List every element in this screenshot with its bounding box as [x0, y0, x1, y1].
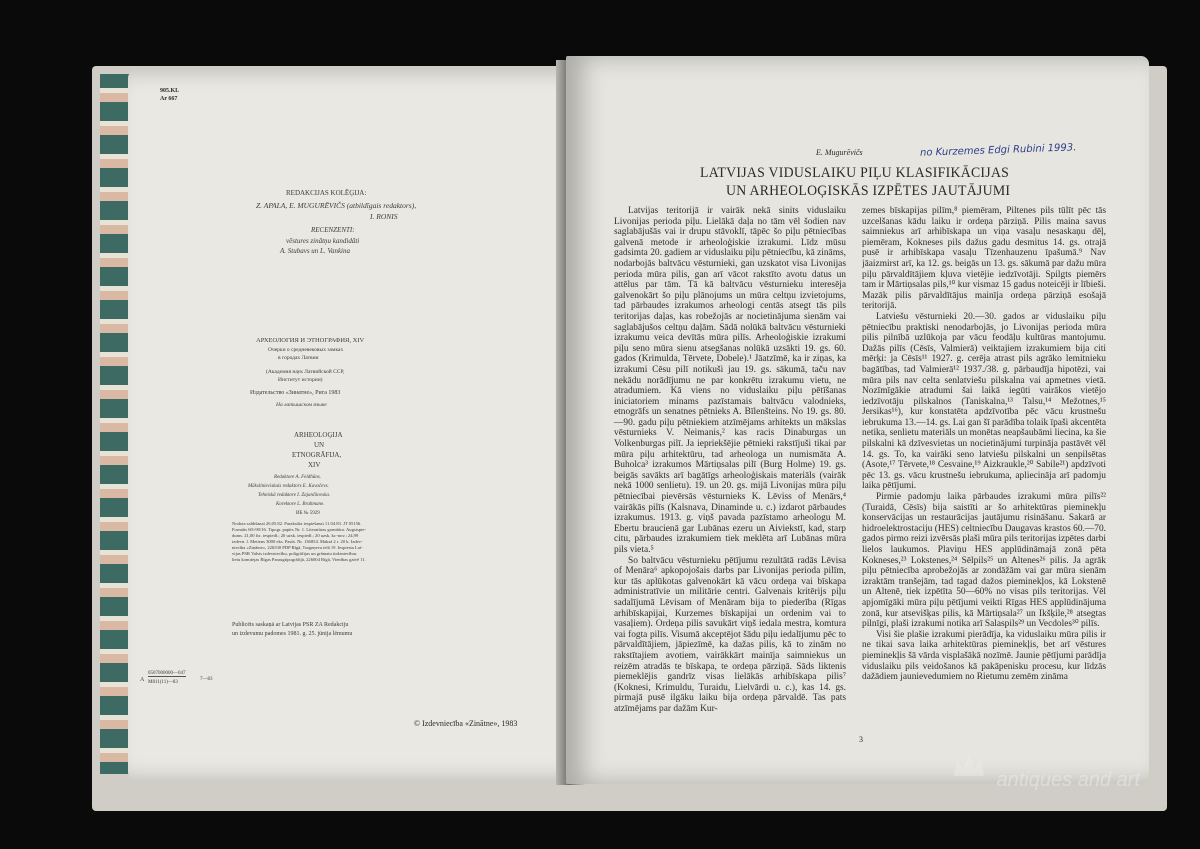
credits-proofreader: Korektore L. Brahmane.: [276, 502, 325, 507]
imprint-line: vijas PSR Valsts izdevniecību, poligrāfijas un grāmatu tirdzniecības: [232, 551, 357, 556]
article-title-line-1: LATVIJAS VIDUSLAIKU PIĻU KLASIFIKĀCIJAS: [700, 165, 1010, 181]
article-title-line-2: UN ARHEOLOĢISKĀS IZPĒTES JAUTĀJUMI: [726, 183, 1011, 199]
russian-line-2: Очерки о средневековых замках: [268, 347, 344, 353]
editorial-names-2: I. RONIS: [370, 212, 398, 221]
library-stamp-number: Ar 667: [160, 96, 178, 102]
handwritten-dedication: no Kurzemes Edgi Rubini 1993.: [919, 142, 1077, 159]
credits-ib-number: ИБ № 5929: [296, 511, 320, 516]
approval-line-2: un izdevumu padomes 1981. g. 25. jūnija lēmumu: [232, 631, 353, 637]
book-title-line-2: UN: [314, 441, 325, 449]
russian-publisher: Издательство «Зинатне», Рига 1983: [250, 390, 341, 396]
imprint-line: niecība «Zinātne», 226530 PDP Rīgā, Turgeņeva ielā 19. Iespiesta Lat-: [232, 545, 363, 550]
article-column-left: [614, 206, 846, 726]
imprint-line: Formāts 60×90/16. Tipogr. papīrs Nr. 1. Literatūras garnitūra. Augstspie-: [232, 527, 366, 532]
paragraph: Latviešu vēsturnieki 20.—30. gados ar viduslaiku piļu pētniecību praktiski nenodarbojās, jo Livonijas perioda mūra pilis pilnībā uzlūkoja par vācu feodāļu kultūras mantojumu. Dažās pilīs (Cēsīs, Valmierā) veiktajiem izrakumiem bija citi mērķi: ja Cēsīs¹¹ 1927. g. cerēja atrast pils agrāko lemitnieku bagātības, tad Valmierā¹² 1937./38. g. pārbaudīja hipotēzi, vai mūra pils nav celta senlatviešu pilskalna vai apmetnes vietā. Nozīmīgākie atradumi šai laikā iegūti vairākos vietējo iedzīvotāju pilskalnos (Taniskalna,¹³ Talsu,¹⁴ Mežotnes,¹⁵ Jersikas¹⁶), kur konstatēta apdzīvotība pēc vācu krustnešu iebrukuma 13.—14. gs. Lai gan šī parādība tolaik īpaši akcentēta netika, senlietu materiāls un monētas neapšaubāmi liecina, ka šie pilskalni kā dzīvesvietas un nocietinājumi turpināja pastāvēt vēl 14. gs. To, ka vairāki seno latviešu pilskalni un senpilsētas (Asote,¹⁷ Tērvete,¹⁸ Cesvaine,¹⁹ Aizkraukle,²⁰ Sabile²¹) apdzīvoti pēc 13. gs. vācu krustnešu iebrukuma, apliecināja arī padomju laika pētījumi.: [862, 311, 1106, 492]
code-suffix: 7—83: [200, 677, 213, 682]
author-name: E. Mugurēvičs: [816, 148, 863, 157]
right-page: [566, 56, 1149, 784]
russian-line-5: Институт истории): [278, 377, 323, 383]
code-line-2: M811(11)—83: [148, 680, 178, 685]
copyright-line: © Izdevniecība «Zinātne», 1983: [414, 719, 518, 728]
watermark-text: antiques and art: [996, 769, 1140, 791]
russian-title: АРХЕОЛОГИЯ И ЭТНОГРАФИЯ, XIV: [256, 337, 365, 344]
reviewers-line-2: A. Stubavs un L. Vankina: [280, 247, 350, 255]
page-number: 3: [859, 735, 863, 744]
russian-line-3: в городах Латвии: [278, 355, 319, 361]
imprint-line: lietu komitejas Rīgas Paraugtipogrāfijā, 226004 Rīgā, Vienības gatvē 11.: [232, 557, 366, 562]
paragraph: Pirmie padomju laika pārbaudes izrakumi mūra pilīs²² (Turaidā, Cēsīs) bija saistīti ar šo arhitektūras pieminekļu konservācijas un restaurācijas jautājumu risināšanu. Sakarā ar hidroelektrostaciju (HES) celtniecību Daugavas krastos 60.—70. gados pirmo reizi izvērsās plaši mūra pils teritorijas izpētes darbi lielos laukumos. Plaviņu HES applūdināmajā zonā pēta Kokneses,²³ Lokstenes,²⁴ Sēlpils²⁵ un Altenes²⁶ pilis. Ja agrāk piļu pētniecība aprobežojās ar zondāžām vai gar mūra sienām izraktām tranšejām, tad tagad dažos pieminekļos, kā Lokstenē un Altenē, tiek izpētīta 50—60% no visas pils teritorijas. Vēl apjomīgāki mūra piļu pētījumi veikti Rīgas HES applūdinājuma zonā, kur atsevišķas pilis, kā Mārtiņsala²⁷ un Ikšķile,²⁸ atsegtas pilnīgi, plaši izrakumi notika arī Salaspils²⁹ un Vecdoles³⁰ pilīs.: [862, 492, 1106, 630]
article-column-right: [862, 206, 1106, 730]
code-line-1: 0507000000—047: [148, 671, 186, 676]
crown-logo-icon: [952, 752, 986, 780]
paragraph: Latvijas teritorijā ir vairāk nekā sinits viduslaiku Livonijas perioda piļu. Lielākā daļa no tām vēl šodien nav saglabājušās vai ir drupu stāvoklī, tāpēc šo piļu pētniecības galvenā metode ir arheoloģiskie izrakumi. Līdz mūsu gadsimta 20. gadiem ar viduslaiku piļu pētniecību, kā zināms, nodarbojās baltvācu vēsturnieki, gan uzskatot visa Livonijas perioda mūra pilis, gan arī vācot rakstīto avotu datus un attēlus par tām. Tā kā baltvācu vēsturnieku interesēja galvenokārt šo piļu plānojums un mūra celtņu izvietojums, tad pārbaudes izrakumos arheologi centās atsegt tās pils teritorijas daļas, kas robežojās ar nocietinājuma sienām vai saglabājušos celtņu daļām. Sādā nolūkā baltvācu vēsturnieki izrakumu veica devītās mūra pilīs. Arheoloģiskie izrakumi piļu seno mūra sienu atsegšanas nolūkā uzsākti 19. gs. 60. gados (Krimulda, Tērvete, Dobele).¹ Jāatzīmē, ka ir ziņas, ka izrakumi Cēsu pilī notikuši jau 19. gs. sākumā, taču nav nekādu norādījumu ne par konkrētu izrakumu vietu, ne atradumiem. Kā viens no viduslaiku piļu pētīšanas iniciatoriem minams pazīstamais baltvācu valodnieks, etnogrāfs un senatnes pētnieks A. Bīlenšteins. No 19. gs. 80.—90. gadu piļu pētniekiem atzīmējams arhitekts un mākslas vēsturnieks V. Neimanis,² kas racis Dinaburgas un Volkenburgas pilī. Ja iepriekšējie pētnieki rakstījuši tikai par mūra piļu arhitektūru, tad arheologa un numismāta A. Buholca³ izrakumos Mārtiņsalas pilī (Burg Holme) 19. gs. beigās savākts arī bagātīgs arheoloģiskais materiāls (vairāk nekā 1000 senlietu). 19. un 20. gs. mijā Livonijas mūra piļu pētniecībai pievērsās vēsturnieks K. Lēviss of Menārs,⁴ vairākās pilīs (Kalsnava, Dinaminde u. c.) izdarot pārbaudes izrakumus. 1913. g. viņš pavada pazīstamo arheologu M. Ebertu braucienā gar Lubānas ezeru un Aiviekstī, kad, starp citu, pārbaudes izrakumiem tiek meklēta arī Lubānas mūra pils vieta.⁵: [614, 206, 846, 555]
book-title-line-4: XIV: [308, 461, 321, 469]
reviewers-heading: RECENZENTI:: [311, 226, 355, 234]
code-letter: A: [140, 677, 145, 683]
paragraph: So baltvācu vēsturnieku pētījumu rezultātā radās Lēvisa of Menāra⁶ apkopojošais darbs par Livonijas perioda pilīm, kur tās aplūkotas galvenokārt kā vācu ordeņa vai bīskapa administratīvie un militārie centri. Galvenais kritērijs piļu sadalījumā Lēvisam of Menāram bija to piederība (Rīgas arhibīskapijai, Kurzemes bīskapijai un ordenim vai to vasaļiem). Ordeņa pilis savukārt viņš iedala mestra, komtura vai fogta pilīs. Visumā akceptējot šādu piļu iedalījumu pēc to pārvaldītājiem, jāpiezīmē, ka dažas pilis, kā to zinām no rakstītajiem avotiem, vairākkārt mainīja saimniekus un reizēm atradās te bīskapa, te ordeņa pārziņā. Sāds liktenis piemeklējis gandrīz visas lielākās arhibīskapa pilis⁷ (Koknesi, Krimuldu, Turaidu, Lielvārdi u. c.), kas 14. gs. pirmajā pusē ilgāku laiku bija ordeņa pārvaldē. Tas pats atzīmējams par dažām Kur-: [614, 555, 846, 714]
russian-language-note: На латышском языке: [276, 402, 327, 408]
credits-tech-editor: Tehniskā redaktore I. Zajančkovska.: [258, 493, 331, 498]
credits-art-editor: Mākslinieciskais redaktors E. Kavačevs.: [248, 484, 329, 489]
imprint-line: dums. 21,00 fiz. iespiedl.; 20 uzsk. iespiedl.; 20 uzsk. kr.-nov.; 24,99: [232, 533, 359, 538]
left-page: [128, 70, 596, 780]
imprint-block: [232, 522, 522, 564]
editorial-heading: REDAKCIJAS KOLĒĢIJA:: [286, 189, 367, 197]
book-title-line-3: ETNOGRĀFIJA,: [292, 451, 342, 459]
imprint-line: Nodota salikšanai 26.05.82. Parakstīta iespiešanai 11.04.83. JT 05156.: [232, 521, 362, 526]
russian-line-4: (Академия наук Латвийской ССР,: [266, 369, 345, 375]
reviewers-line-1: vēstures zinātņu kandidāti: [286, 237, 360, 245]
imprint-line: izdevn. l. Metiens 3000 eks. Pasūt. Nr. 136854. Maksā 2 r. 20 k. Izdev-: [232, 539, 363, 544]
editorial-names: Z. APALA, E. MUGURĒVIČS (atbildīgais redaktors),: [256, 201, 417, 210]
library-stamp: 905.KL: [160, 88, 180, 94]
credits-editor: Redaktore A. Feldhūns.: [274, 475, 321, 480]
book-title-line-1: ARHEOLOĢIJA: [294, 431, 343, 439]
approval-line-1: Publicēts saskaņā ar Latvijas PSR ZA Redakciju: [232, 622, 349, 628]
paragraph: Visi šie plašie izrakumi pierādīja, ka viduslaiku mūra pilis ir ne tikai sava laika arhitektūras pieminekļis, bet arī vēstures pieminekļis šā vārda visplašākā nozīmē. Jaunie pētījumi parādīja viduslaiku pils veidošanos kā pakāpenisku procesu, kur līdzās dažādiem jaunievedumiem no Rietumu zemēm zināma: [862, 629, 1106, 683]
paragraph: zemes bīskapijas pilīm,⁸ piemēram, Piltenes pils tūlīt pēc tās uzcelšanas kādu laiku ir ordeņa pārziņā. Pilis maina savus saimniekus arī arhibīskapa un viņa vasaļu nesaskaņu dēļ, piemēram, Kokneses pils dažus gadu desmitus 14. gs. otrajā pusē ir arhibīskapa vasaļu Tīzenhauzenu īpašumā.⁹ Nav jāaizmirst arī, ka 12. gs. beigās un 13. gs. sākumā par dažu mūra piļu pārvaldītājiem kļuva vietējie iedzīvotāji. Spilgts piemērs tam ir Mārtiņsalas pils,¹⁰ kur vismaz 15 gadus noteicēji ir lībieši. Mazāk pilis pārvaldītājus mainīja ordeņa pārziņā esošajā teritorijā.: [862, 206, 1106, 312]
